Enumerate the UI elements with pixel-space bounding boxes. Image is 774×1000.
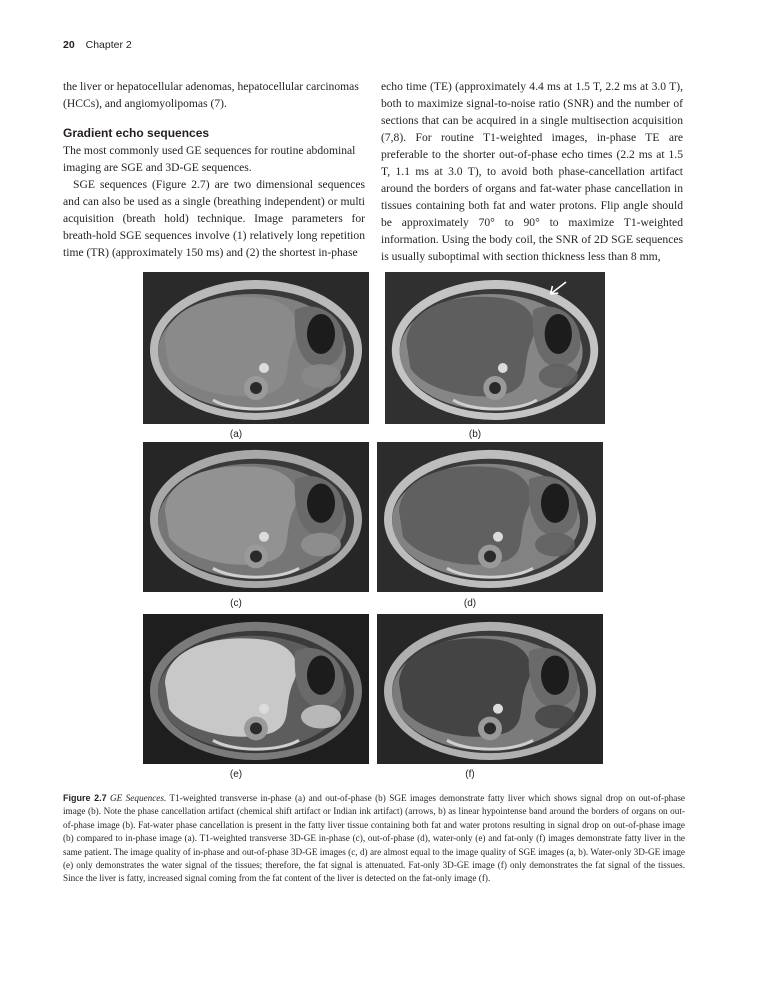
colon-gas [307, 655, 335, 694]
mri-panel-e [143, 614, 369, 764]
figure-caption [63, 792, 685, 886]
spinal-canal [484, 723, 496, 735]
mri-panel-c [143, 442, 369, 592]
mri-panel-d [377, 442, 603, 592]
colon-gas [307, 314, 335, 354]
mri-panel-f [377, 614, 603, 764]
figure-label: Figure 2.7 [63, 793, 107, 803]
colon-gas [545, 314, 572, 354]
liver [165, 297, 297, 397]
panel-label: (f) [465, 769, 475, 780]
aorta [493, 704, 503, 714]
liver [406, 297, 534, 397]
colon-gas [541, 655, 569, 694]
right-column [381, 78, 683, 265]
mri-image [377, 442, 603, 592]
caption-text: T1-weighted transverse in-phase (a) and out-of-phase (b) SGE images demonstrate fatty liver which shows signal drop on out-of-phase image (b). Note the phase cancellation artifact (chemical shift artifact or Indian ink artifact) (arrows, b) as linear hypointense band around the borders of organs on out-of-phase image (b). Fat-water phase cancellation is present in the fatty liver tissue containing both fat and water protons resulting in signal drop on out-of-phase image (b) compared to in-phase image (a). T1-weighted transverse 3D-GE in-phase (c), out-of-phase (d), water-only (e) and fat-only (f) images demonstrate fatty liver in the same patient. The image quality of in-phase and out-of-phase 3D-GE images (c, d) are almost equal to the image quality of SGE images (a, b). Water-only 3D-GE image (e) only demonstrates the water signal of the tissues; therefore, the fat signal is attenuated. Fat-only 3D-GE image (f) only demonstrates the fat signal of the tissues. Since the liver is fatty, increased signal coming from the fat content of the liver is detected on the fat-only image (f). [63, 793, 686, 884]
spinal-canal [250, 551, 262, 563]
spinal-canal [250, 723, 262, 735]
panel-label: (e) [229, 769, 243, 780]
mri-panel-b [385, 272, 605, 424]
right-paragraph: echo time (TE) (approximately 4.4 ms at 1.5 T, 2.2 ms at 3.0 T), both to maximize signal-to-noise ratio (SNR) and the number of sections that can be acquired in a single multisection acquisition (7,8). For routine T1-weighted images, in-phase TE are preferable to the shorter out-of-phase echo times (2.2 ms at 1.5 T, 1.1 ms at 3.0 T), to avoid both phase-cancellation artifact around the borders of organs and fat-water phase cancellation in tissues containing both fat and water protons. Flip angle should be approximately 70° to 90° to maximize T1-weighted information. Using the body coil, the SNR of 2D SGE sequences is usually suboptimal with section thickness less than 8 mm, [381, 80, 683, 263]
arrow-icon [550, 282, 566, 294]
spleen [535, 705, 575, 729]
liver [165, 638, 297, 736]
chapter-label: Chapter 2 [85, 39, 132, 51]
mri-image [385, 272, 605, 424]
aorta [259, 532, 269, 542]
mri-image [143, 442, 369, 592]
mri-image [377, 614, 603, 764]
colon-gas [541, 483, 569, 522]
panel-label: (a) [229, 429, 243, 440]
liver [399, 638, 531, 736]
running-header [63, 39, 132, 51]
section-heading: Gradient echo sequences [63, 126, 210, 140]
panel-label: (c) [230, 598, 242, 609]
liver [165, 466, 297, 564]
aorta [259, 704, 269, 714]
paragraph-2: SGE sequences (Figure 2.7) are two dimensional sequences and can also be used as a single (breathing independent) or multi acquisition (breath hold) technique. Image parameters for breath-hold SGE sequences involve (1) relatively long repetition time (TR) (approximately 150 ms) and (2) the shortest in-phase [63, 178, 365, 259]
mri-image [143, 272, 369, 424]
paragraph-1: The most commonly used GE sequences for routine abdominal imaging are SGE and 3D-GE sequences. [63, 144, 356, 174]
panel-label: (d) [463, 598, 477, 609]
aorta [493, 532, 503, 542]
figure-title: GE Sequences. [110, 793, 167, 803]
intro-paragraph: the liver or hepatocellular adenomas, hepatocellular carcinomas (HCCs), and angiomyolipomas (7). [63, 80, 359, 110]
panel-label: (b) [468, 429, 482, 440]
spleen [301, 533, 341, 557]
spinal-canal [489, 382, 501, 394]
aorta [259, 363, 269, 373]
colon-gas [307, 483, 335, 522]
left-column [63, 78, 365, 261]
liver [399, 466, 531, 564]
page-number: 20 [63, 39, 75, 51]
aorta [498, 363, 508, 373]
mri-panel-a [143, 272, 369, 424]
spleen [535, 533, 575, 557]
spinal-canal [250, 382, 262, 394]
mri-image [143, 614, 369, 764]
spleen [539, 364, 578, 388]
spleen [301, 705, 341, 729]
spinal-canal [484, 551, 496, 563]
spleen [301, 364, 341, 388]
